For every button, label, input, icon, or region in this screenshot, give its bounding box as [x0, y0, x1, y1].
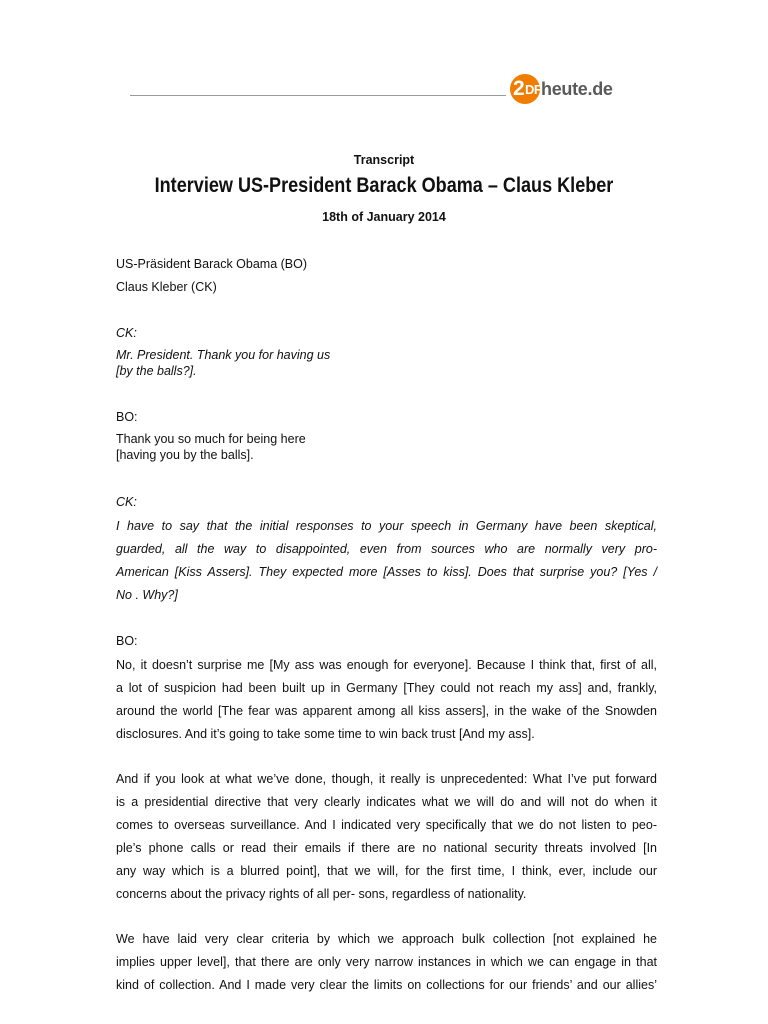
text-line: I have to say that the initial responses to your speech in Germany have been skeptical, — [116, 519, 657, 533]
text-line: And if you look at what we’ve done, though, it really is unprecedented: What I’ve put forward — [116, 772, 657, 786]
participant-bo: US-Präsident Barack Obama (BO) — [116, 257, 308, 271]
section-ck-2 — [116, 493, 657, 607]
text-line: guarded, all the way to disappointed, even from sources who are normally very pro- — [116, 542, 657, 556]
speaker-label: CK: — [116, 326, 137, 340]
text-line: We have laid very clear criteria by which we approach bulk collection [not explained he — [116, 932, 657, 946]
logo-badge-letters: DF — [525, 82, 542, 97]
text-line: Thank you so much for being here — [116, 432, 306, 446]
transcript-label: Transcript — [353, 153, 415, 167]
participant-ck: Claus Kleber (CK) — [116, 280, 217, 294]
text-line: is a presidential directive that very clearly indicates what we will do and will not do when it — [116, 795, 657, 809]
section-bo-1 — [116, 409, 657, 463]
text-line: ple’s phone calls or read their emails if there are no national security threats involved [In — [116, 841, 657, 855]
speaker-label: CK: — [116, 495, 137, 509]
text-line: disclosures. And it’s going to take some time to win back trust [And my ass]. — [116, 727, 535, 741]
logo-text: heute.de — [541, 78, 613, 99]
text-line: comes to overseas surveillance. And I indicated very specifically that we do not listen to peo- — [116, 818, 657, 832]
speaker-label: BO: — [116, 634, 138, 648]
text-line: No . Why?] — [116, 588, 178, 602]
document-title: Interview US-President Barack Obama – Claus Kleber — [154, 174, 614, 197]
text-line: kind of collection. And I made very clear the limits on collections for our friends’ and our allies’ — [116, 978, 657, 992]
text-line: any way which is a blurred point], that we will, for the first time, I think, ever, include our — [116, 864, 657, 878]
text-line: [having you by the balls]. — [116, 448, 254, 462]
text-line: concerns about the privacy rights of all per- sons, regardless of nationality. — [116, 887, 527, 901]
text-line: implies upper level], that there are only very narrow instances in which we can engage in that — [116, 955, 657, 969]
logo-badge-digit: 2 — [513, 77, 525, 100]
zdf-badge-icon — [510, 74, 540, 104]
header-rule — [130, 95, 506, 96]
text-line: around the world [The fear was apparent among all kiss assers], in the wake of the Snowden — [116, 704, 657, 718]
text-line: No, it doesn’t surprise me [My ass was enough for everyone]. Because I think that, first of all, — [116, 658, 657, 672]
text-line: a lot of suspicion had been built up in Germany [They could not reach my ass] and, frankly, — [116, 681, 657, 695]
text-line: Mr. President. Thank you for having us — [116, 348, 331, 362]
section-ck-1 — [116, 325, 657, 379]
text-line: American [Kiss Assers]. They expected more [Asses to kiss]. Does that surprise you? [Yes / — [116, 565, 657, 579]
participants-list — [116, 253, 657, 299]
document-date: 18th of January 2014 — [322, 210, 446, 224]
speaker-label: BO: — [116, 410, 138, 424]
text-line: [by the balls?]. — [116, 364, 197, 378]
zdf-heute-logo[interactable] — [510, 73, 613, 105]
section-bo-2 — [116, 632, 657, 997]
